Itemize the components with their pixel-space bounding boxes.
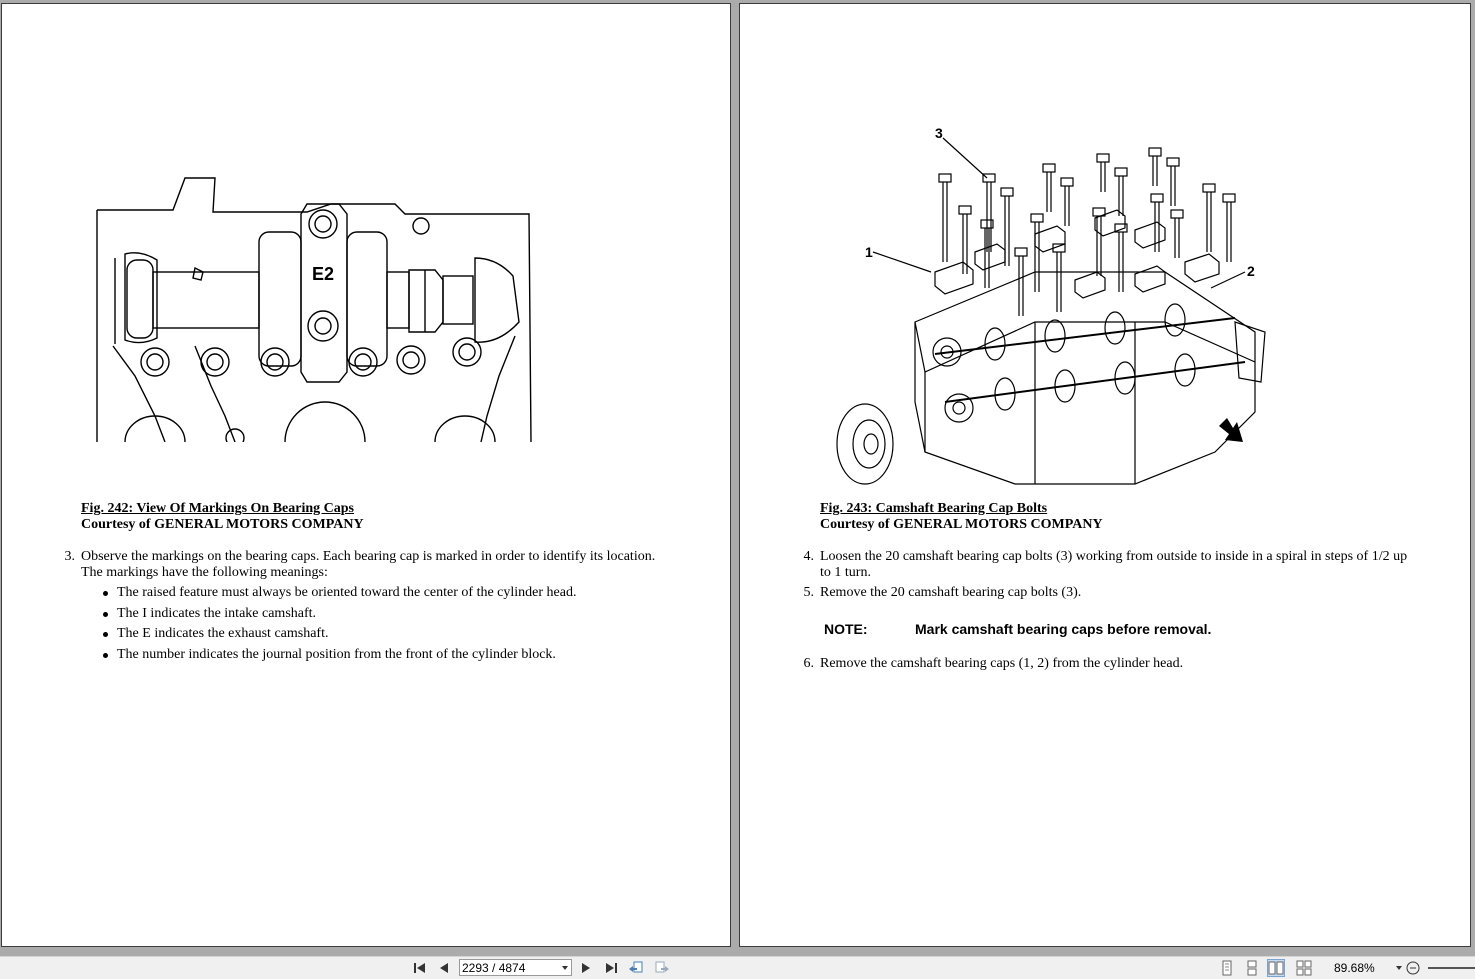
- step-number: 4.: [803, 549, 814, 564]
- continuous-icon[interactable]: [1244, 960, 1260, 976]
- zoom-slider[interactable]: [1428, 967, 1475, 969]
- figure-242-caption: [81, 501, 364, 533]
- figure-242-courtesy: Courtesy of GENERAL MOTORS COMPANY: [81, 517, 364, 532]
- next-page-icon[interactable]: [578, 960, 594, 976]
- step-text-line: Remove the camshaft bearing caps (1, 2) from the cylinder head.: [820, 656, 1184, 671]
- bearing-caps-figure: [95, 176, 533, 442]
- callout-1: 1: [865, 244, 873, 260]
- last-page-icon[interactable]: [603, 960, 619, 976]
- page-number-field[interactable]: [459, 959, 572, 976]
- continuous-facing-icon[interactable]: [1296, 960, 1312, 976]
- first-page-icon[interactable]: [412, 960, 428, 976]
- figure-242-title: Fig. 242: View Of Markings On Bearing Caps: [81, 501, 355, 516]
- zoom-out-icon[interactable]: [1405, 960, 1421, 976]
- note-text: Mark camshaft bearing caps before removal.: [915, 621, 1212, 637]
- previous-page-icon[interactable]: [436, 960, 452, 976]
- figure-243-caption: [820, 501, 1103, 533]
- note-label: NOTE:: [824, 621, 868, 637]
- cap-marking-label: E2: [311, 264, 335, 284]
- step-number: 5.: [803, 585, 814, 600]
- facing-icon[interactable]: [1268, 960, 1284, 976]
- bullet-icon: [103, 632, 108, 637]
- step-text-line: Loosen the 20 camshaft bearing cap bolts (3) working from outside to inside in a spiral in steps of 1/2 up: [820, 549, 1408, 564]
- next-view-icon[interactable]: [654, 960, 670, 976]
- step-text-line: Observe the markings on the bearing caps. Each bearing cap is marked in order to identify its location.: [81, 549, 656, 564]
- previous-view-icon[interactable]: [628, 960, 644, 976]
- step-number: 3.: [64, 549, 75, 564]
- step-6: [798, 656, 1458, 674]
- step-5: [798, 585, 1458, 603]
- pdf-page-right: [739, 3, 1471, 947]
- navigation-toolbar: [0, 956, 1475, 979]
- figure-243-title: Fig. 243: Camshaft Bearing Cap Bolts: [820, 501, 1048, 516]
- pdf-page-left: [1, 3, 731, 947]
- bullet-icon: [103, 591, 108, 596]
- figure-243-courtesy: Courtesy of GENERAL MOTORS COMPANY: [820, 517, 1103, 532]
- zoom-dropdown-icon[interactable]: [1395, 965, 1403, 971]
- callout-2: 2: [1247, 263, 1255, 279]
- step-text-line: Remove the 20 camshaft bearing cap bolts (3).: [820, 585, 1082, 600]
- chevron-down-icon[interactable]: [561, 964, 569, 972]
- camshaft-bolts-figure: [835, 122, 1275, 487]
- step-text-line: to 1 turn.: [820, 565, 871, 580]
- note-block: [824, 621, 1324, 639]
- bullet-icon: [103, 612, 108, 617]
- step-4: [798, 549, 1458, 583]
- page-number-input[interactable]: [462, 960, 558, 975]
- markings-bullet-list: The raised feature must always be oriented toward the center of the cylinder head. The I indicates the intake camshaft. The E indicates the exhaust camshaft. The number indicates the journal position from the front of the cylinder block.: [103, 585, 703, 675]
- step-3: [59, 549, 709, 583]
- callout-3: 3: [935, 125, 943, 141]
- zoom-level[interactable]: 89.68%: [1334, 961, 1375, 975]
- single-page-icon[interactable]: [1219, 960, 1235, 976]
- step-text-line: The markings have the following meanings:: [81, 565, 328, 580]
- step-number: 6.: [803, 656, 814, 671]
- bullet-icon: [103, 653, 108, 658]
